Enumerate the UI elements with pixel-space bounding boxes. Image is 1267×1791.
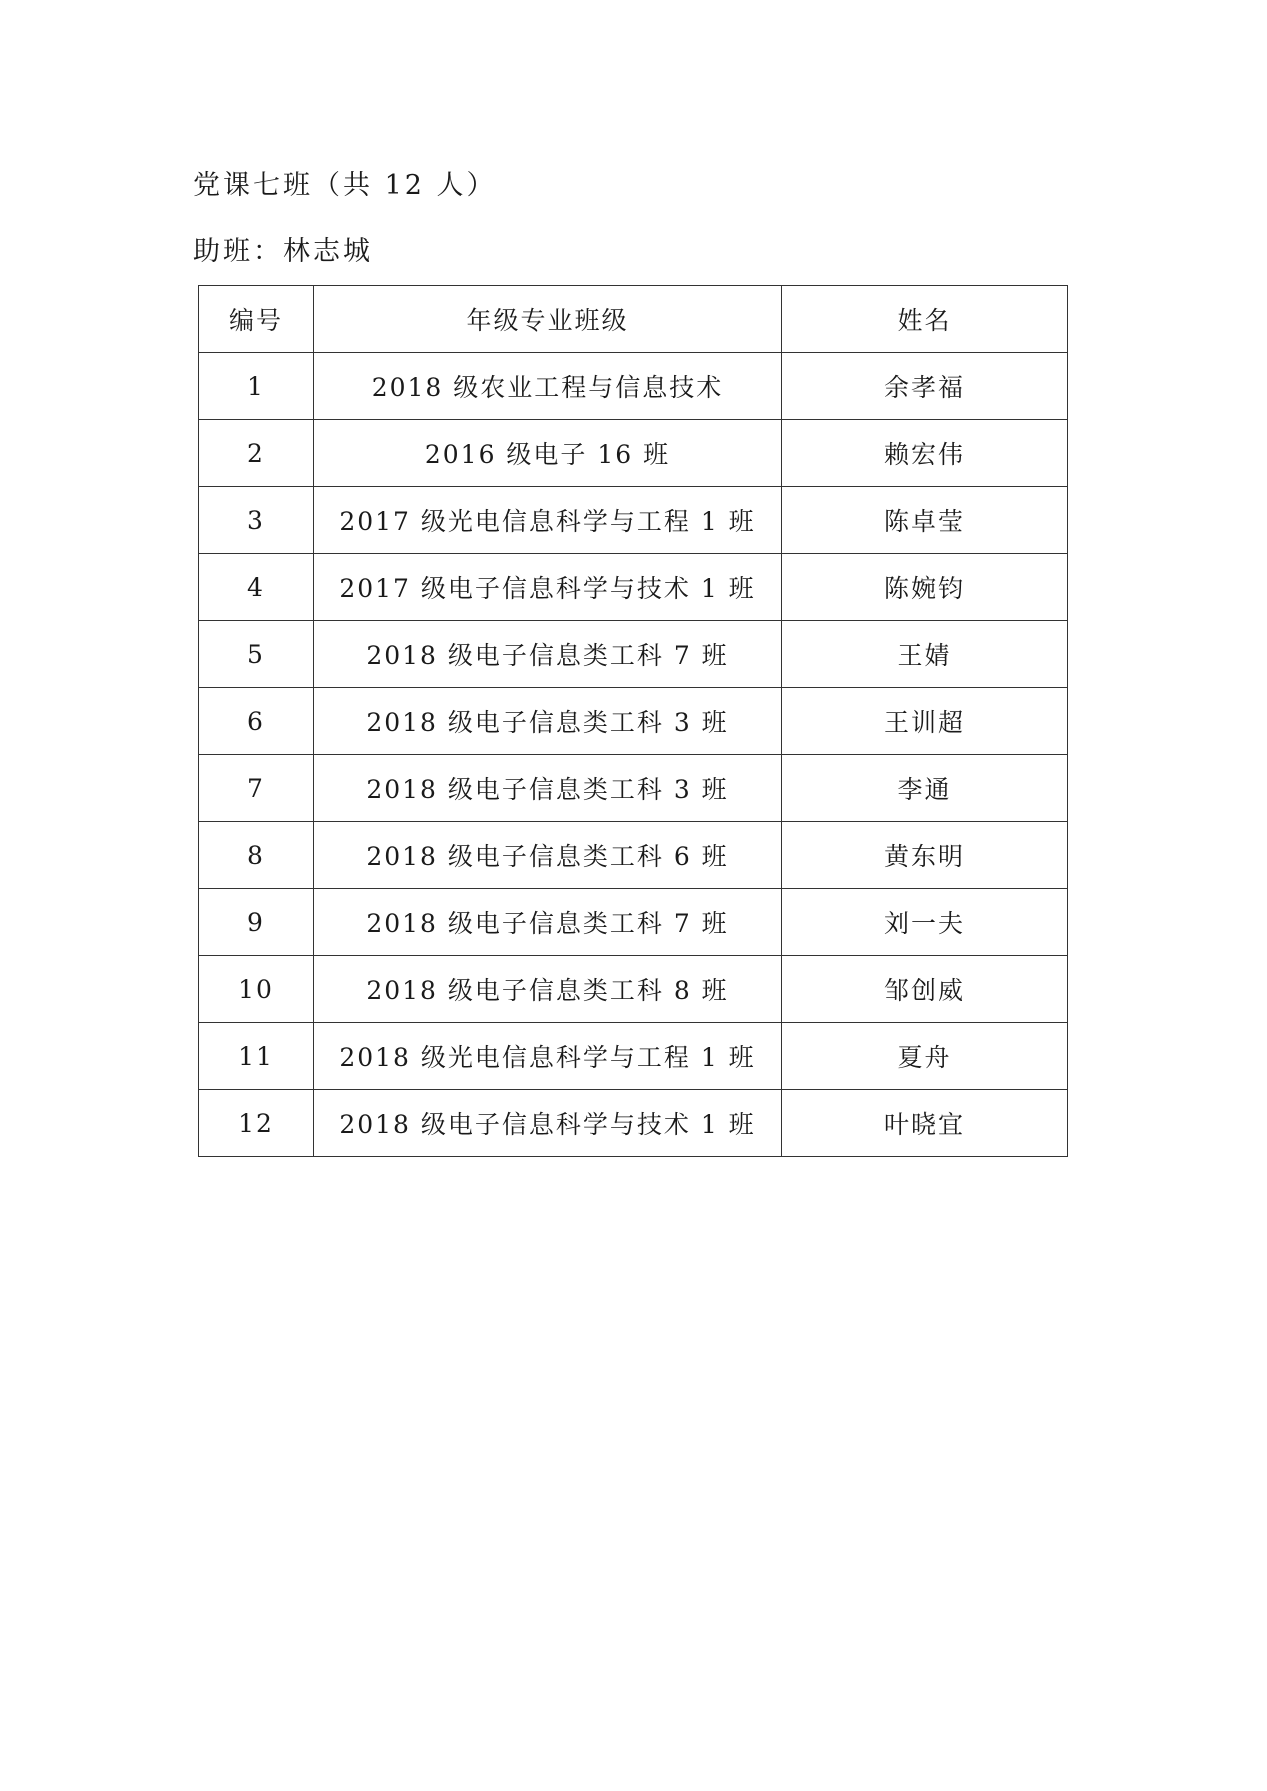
row-name: 余孝福 [782, 353, 1068, 420]
row-class: 2018 级光电信息科学与工程 1 班 [314, 1023, 782, 1090]
row-number: 12 [199, 1090, 314, 1157]
row-name: 黄东明 [782, 822, 1068, 889]
header-name: 姓名 [782, 286, 1068, 353]
row-class: 2018 级电子信息类工科 6 班 [314, 822, 782, 889]
row-name: 叶晓宜 [782, 1090, 1068, 1157]
header-class: 年级专业班级 [314, 286, 782, 353]
row-name: 赖宏伟 [782, 420, 1068, 487]
row-name: 王婧 [782, 621, 1068, 688]
table-row [199, 353, 1068, 420]
table-row [199, 755, 1068, 822]
row-number: 6 [199, 688, 314, 755]
table-row [199, 621, 1068, 688]
row-class: 2018 级电子信息类工科 7 班 [314, 621, 782, 688]
row-name: 李通 [782, 755, 1068, 822]
row-name: 陈婉钧 [782, 554, 1068, 621]
table-row [199, 487, 1068, 554]
row-name: 夏舟 [782, 1023, 1068, 1090]
table-header-row [199, 286, 1068, 353]
row-number: 3 [199, 487, 314, 554]
table-row [199, 688, 1068, 755]
row-number: 7 [199, 755, 314, 822]
row-class: 2016 级电子 16 班 [314, 420, 782, 487]
header-number: 编号 [199, 286, 314, 353]
row-name: 刘一夫 [782, 889, 1068, 956]
table-row [199, 420, 1068, 487]
row-class: 2018 级电子信息科学与技术 1 班 [314, 1090, 782, 1157]
table-row [199, 822, 1068, 889]
table-row [199, 889, 1068, 956]
row-number: 9 [199, 889, 314, 956]
row-class: 2018 级电子信息类工科 8 班 [314, 956, 782, 1023]
row-class: 2018 级电子信息类工科 7 班 [314, 889, 782, 956]
row-number: 8 [199, 822, 314, 889]
table-row [199, 1023, 1068, 1090]
row-class: 2017 级电子信息科学与技术 1 班 [314, 554, 782, 621]
table-row [199, 554, 1068, 621]
assistant-label: 助班：林志城 [193, 236, 373, 267]
row-name: 陈卓莹 [782, 487, 1068, 554]
row-number: 1 [199, 353, 314, 420]
row-number: 11 [199, 1023, 314, 1090]
row-name: 王训超 [782, 688, 1068, 755]
table-row [199, 1090, 1068, 1157]
row-number: 10 [199, 956, 314, 1023]
page-title: 党课七班（共 12 人） [193, 170, 497, 201]
row-number: 2 [199, 420, 314, 487]
roster-table [198, 285, 1068, 1157]
table-row [199, 956, 1068, 1023]
row-class: 2017 级光电信息科学与工程 1 班 [314, 487, 782, 554]
row-class: 2018 级农业工程与信息技术 [314, 353, 782, 420]
row-number: 5 [199, 621, 314, 688]
row-name: 邹创威 [782, 956, 1068, 1023]
row-class: 2018 级电子信息类工科 3 班 [314, 755, 782, 822]
row-number: 4 [199, 554, 314, 621]
row-class: 2018 级电子信息类工科 3 班 [314, 688, 782, 755]
